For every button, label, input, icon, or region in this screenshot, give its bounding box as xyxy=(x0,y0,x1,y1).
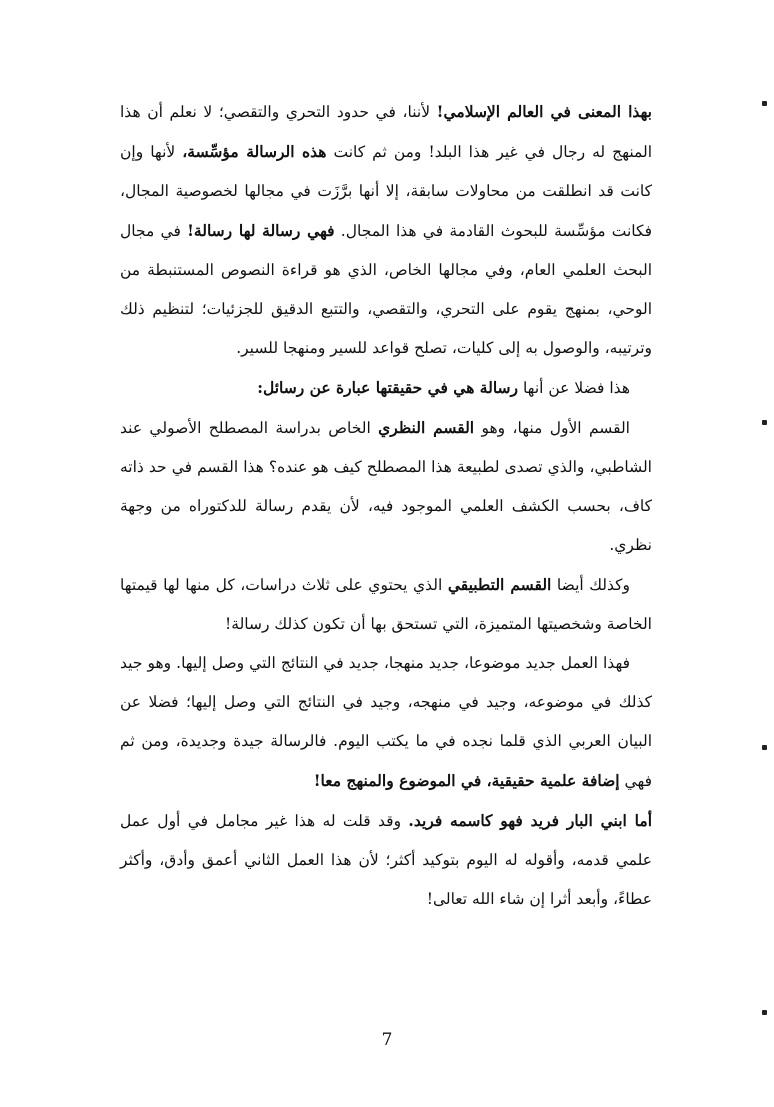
emphasis: فهي رسالة لها رسالة! xyxy=(187,221,335,240)
emphasis: بهذا المعنى في العالم الإسلامي! xyxy=(436,102,652,121)
paragraph-2 xyxy=(120,368,652,408)
emphasis: القسم التطبيقي xyxy=(447,575,552,594)
paragraph-5 xyxy=(120,644,652,801)
text-run: الذي يحتوي على ثلاث دراسات، كل منها لها قيمتها الخاصة وشخصيتها المتميزة، التي تستحق بها أن تكون كذلك رسالة! xyxy=(120,576,652,633)
paragraph-4 xyxy=(120,565,652,644)
text-run: لأننا، في حدود التحري والتقصي؛ لا نعلم أن هذا المنهج له رجال في غير هذا البلد! ومن ثم كانت xyxy=(120,103,653,161)
text-run: في مجال البحث العلمي العام، وفي مجالها الخاص، الذي هو قراءة النصوص المستنبطة من الوحي، بمنهج يقوم على التحري، والتقصي، والتتبع الدقيق للجزئيات؛ لتنظيم ذلك وترتيبه، والوصول به إلى كليات، تصلح قواعد للسير ومنهجا للسير. xyxy=(120,222,652,357)
emphasis: القسم النظري xyxy=(378,418,475,437)
text-run: هذا فضلا عن أنها xyxy=(518,379,630,397)
margin-mark xyxy=(762,420,767,425)
emphasis: إضافة علمية حقيقية، في الموضوع والمنهج معا! xyxy=(313,771,620,790)
text-run: وكذلك أيضا xyxy=(551,576,631,594)
emphasis: رسالة هي في حقيقتها عبارة عن رسائل: xyxy=(257,378,519,397)
text-run: القسم الأول منها، وهو xyxy=(474,419,630,437)
margin-mark xyxy=(762,1010,767,1015)
text-run: فهذا العمل جديد موضوعا، جديد منهجا، جديد في النتائج التي وصل إليها. وهو جيد كذلك في موضوعه، وجيد في منهجه، وجيد في النتائج التي وصل إليها؛ فضلا عن البيان العربي الذي قلما نجده في ما يكتب اليوم. فالرسالة جيدة وجديدة، ومن ثم فهي xyxy=(120,654,652,790)
emphasis: أما ابني البار فريد فهو كاسمه فريد. xyxy=(408,811,652,830)
paragraph-3 xyxy=(120,408,652,565)
text-run: وقد قلت له هذا غير مجامل في أول عمل علمي قدمه، وأقوله له اليوم بتوكيد أكثر؛ لأن هذا العمل الثاني أعمق وأدق، وأكثر عطاءً، وأبعد أثرا إن شاء الله تعالى! xyxy=(120,812,652,908)
text-run: لأنها وإن كانت قد انطلقت من محاولات سابقة، إلا أنها برَّزَت في مجالها لخصوصية المجال، فكانت مؤسِّسة للبحوث القادمة في هذا المجال. xyxy=(120,143,652,240)
paragraph-1 xyxy=(120,92,652,368)
text-run: الخاص بدراسة المصطلح الأصولي عند الشاطبي، والذي تصدى لطبيعة هذا المصطلح كيف هو عنده؟ هذا القسم في حد ذاته كاف، بحسب الكشف العلمي الموجود فيه، لأن يقدم رسالة للدكتوراه من وجهة نظري. xyxy=(120,419,652,554)
margin-mark xyxy=(762,101,767,106)
emphasis: هذه الرسالة مؤسِّسة، xyxy=(182,142,327,161)
page-number: 7 xyxy=(381,1030,393,1050)
margin-mark xyxy=(762,745,767,750)
body-text xyxy=(120,92,652,919)
paragraph-6 xyxy=(120,801,652,919)
